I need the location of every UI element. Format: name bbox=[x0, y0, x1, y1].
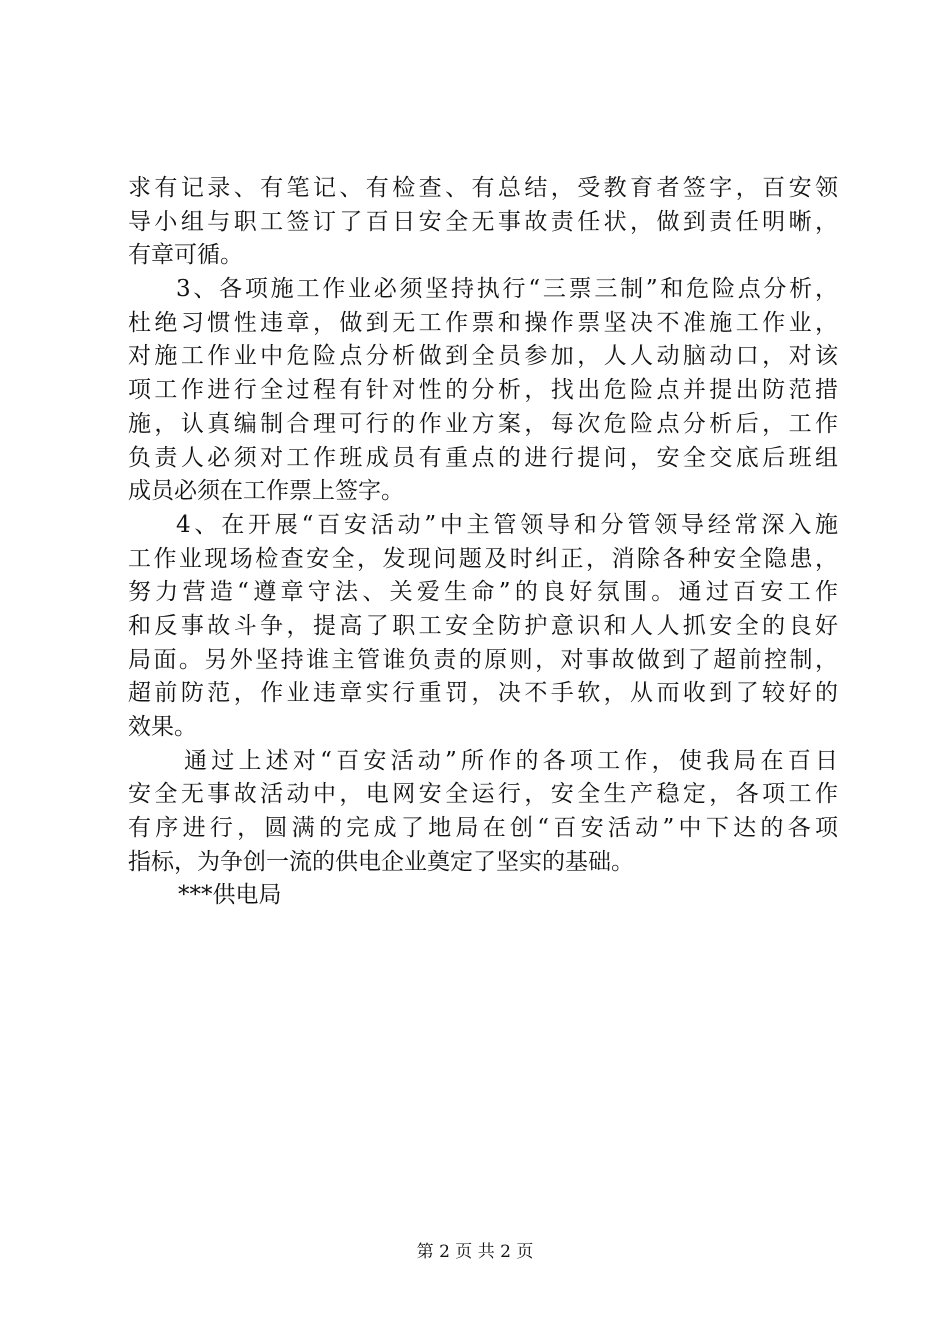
paragraph-start-line: 3、各项施工作业必须坚持执行“三票三制”和危险点分析， bbox=[176, 276, 838, 303]
text-line: 负责人必须对工作班成员有重点的进行提问，安全交底后班组 bbox=[128, 444, 838, 471]
text-line: 有序进行，圆满的完成了地局在创“百安活动”中下达的各项 bbox=[128, 815, 838, 842]
document-body bbox=[128, 172, 838, 913]
signature-line: ***供电局 bbox=[178, 882, 282, 909]
text-line: 指标，为争创一流的供电企业奠定了坚实的基础。 bbox=[128, 848, 634, 875]
text-line: 项工作进行全过程有针对性的分析，找出危险点并提出防范措 bbox=[128, 377, 838, 404]
text-line: 对施工作业中危险点分析做到全员参加，人人动脑动口，对该 bbox=[128, 343, 838, 370]
text-line: 效果。 bbox=[128, 714, 197, 740]
text-line: 努力营造“遵章守法、关爱生命”的良好氛围。通过百安工作 bbox=[128, 579, 838, 606]
text-line: 施，认真编制合理可行的作业方案，每次危险点分析后，工作 bbox=[128, 410, 838, 437]
text-line: 杜绝习惯性违章，做到无工作票和操作票坚决不准施工作业， bbox=[128, 309, 838, 336]
text-line: 安全无事故活动中，电网安全运行，安全生产稳定，各项工作 bbox=[128, 781, 838, 808]
text-line: 有章可循。 bbox=[128, 242, 243, 269]
page-number-footer: 第 2 页 共 2 页 bbox=[416, 1242, 534, 1262]
paragraph-start-line: 通过上述对“百安活动”所作的各项工作，使我局在百日 bbox=[184, 747, 838, 774]
text-line: 成员必须在工作票上签字。 bbox=[128, 478, 404, 505]
text-line: 导小组与职工签订了百日安全无事故责任状，做到责任明晰， bbox=[128, 208, 838, 235]
paragraph-start-line: 4、在开展“百安活动”中主管领导和分管领导经常深入施 bbox=[176, 511, 838, 538]
text-line: 局面。另外坚持谁主管谁负责的原则，对事故做到了超前控制， bbox=[128, 646, 838, 673]
text-line: 求有记录、有笔记、有检查、有总结，受教育者签字，百安领 bbox=[128, 175, 838, 201]
text-line: 超前防范，作业违章实行重罚，决不手软，从而收到了较好的 bbox=[128, 680, 838, 707]
text-line: 工作业现场检查安全，发现问题及时纠正，消除各种安全隐患， bbox=[128, 545, 838, 572]
text-line: 和反事故斗争，提高了职工安全防护意识和人人抓安全的良好 bbox=[128, 612, 838, 639]
